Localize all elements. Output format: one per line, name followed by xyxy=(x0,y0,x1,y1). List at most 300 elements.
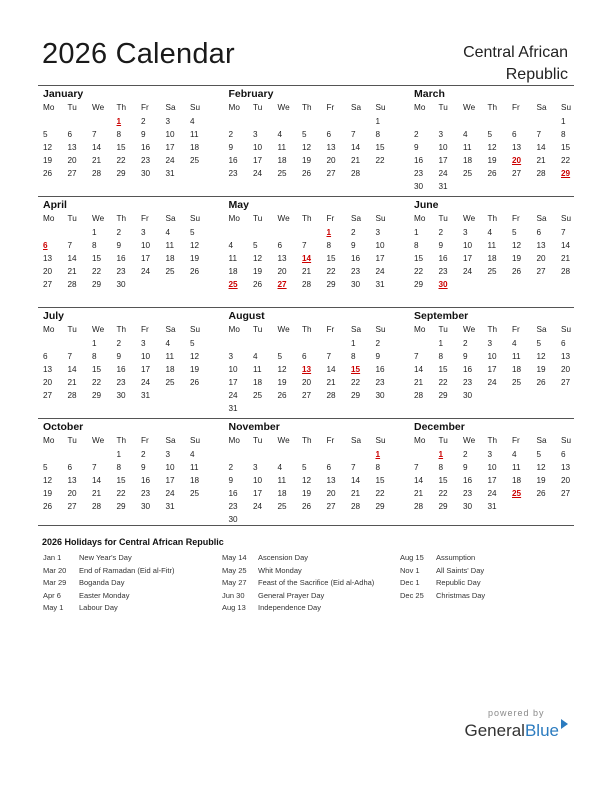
day-cell: 12 xyxy=(536,463,546,472)
day-cell: 26 xyxy=(43,169,53,178)
empty-day-cell xyxy=(136,278,161,291)
day-cell: 21 xyxy=(414,378,424,387)
day-cell: 26 xyxy=(190,267,200,276)
day-cell: 30 xyxy=(414,182,424,191)
holiday-day-cell: 25 xyxy=(512,489,522,498)
powered-by-text: powered by xyxy=(487,708,545,718)
week-row xyxy=(409,448,581,461)
holiday-name: Assumption xyxy=(436,553,476,562)
empty-day-cell xyxy=(507,115,532,128)
day-cell: 19 xyxy=(43,489,53,498)
month-name: December xyxy=(414,421,465,433)
week-row xyxy=(409,363,581,376)
week-row xyxy=(409,500,581,513)
day-cell: 12 xyxy=(190,352,200,361)
empty-day-cell xyxy=(297,115,322,128)
day-cell: 14 xyxy=(351,143,361,152)
day-cell: 5 xyxy=(536,339,542,348)
day-cell: 5 xyxy=(487,130,493,139)
day-cell: 24 xyxy=(487,378,497,387)
day-cell: 25 xyxy=(277,169,287,178)
day-cell: 5 xyxy=(302,463,307,472)
empty-day-cell xyxy=(38,448,63,461)
branding xyxy=(464,708,568,741)
empty-day-cell xyxy=(185,167,210,180)
week-row xyxy=(38,141,210,154)
weekday-label: Su xyxy=(190,214,201,223)
day-cell: 24 xyxy=(228,391,238,400)
day-cell: 16 xyxy=(438,254,448,263)
day-cell: 26 xyxy=(487,169,497,178)
empty-day-cell xyxy=(248,115,273,128)
week-row xyxy=(224,239,396,252)
day-cell: 20 xyxy=(277,267,287,276)
empty-day-cell xyxy=(409,448,434,461)
weekday-label: Fr xyxy=(141,325,149,334)
month-name: January xyxy=(43,88,84,100)
day-cell: 19 xyxy=(512,254,522,263)
day-cell: 30 xyxy=(351,280,361,289)
week-row xyxy=(224,487,396,500)
holiday-column xyxy=(222,552,374,615)
day-cell: 30 xyxy=(141,502,151,511)
day-cell: 26 xyxy=(536,489,546,498)
day-cell: 7 xyxy=(67,241,73,250)
weekday-label: Tu xyxy=(253,103,263,112)
weekday-label: Su xyxy=(190,103,201,112)
holiday-day-cell: 15 xyxy=(351,365,361,374)
day-cell: 12 xyxy=(487,143,497,152)
day-cell: 2 xyxy=(141,117,146,126)
day-cell: 16 xyxy=(228,156,238,165)
month-row xyxy=(38,307,574,418)
month-january xyxy=(38,86,210,196)
day-cell: 6 xyxy=(67,130,73,139)
holiday-item xyxy=(400,577,485,590)
weekday-label: Th xyxy=(116,214,127,223)
day-cell: 9 xyxy=(141,130,146,139)
day-cell: 11 xyxy=(487,241,496,250)
week-row xyxy=(224,402,396,415)
month-name: October xyxy=(43,421,84,433)
month-october xyxy=(38,419,210,529)
day-cell: 5 xyxy=(536,450,542,459)
empty-day-cell xyxy=(507,278,532,291)
weekday-label: Th xyxy=(116,436,127,445)
day-cell: 23 xyxy=(414,169,424,178)
empty-day-cell xyxy=(185,500,210,513)
day-cell: 4 xyxy=(463,130,468,139)
day-cell: 24 xyxy=(165,156,175,165)
day-cell: 17 xyxy=(487,365,497,374)
week-row xyxy=(38,363,210,376)
day-cell: 2 xyxy=(438,228,444,237)
day-cell: 9 xyxy=(228,143,234,152)
day-cell: 13 xyxy=(43,254,53,263)
day-cell: 1 xyxy=(92,228,97,237)
day-cell: 18 xyxy=(253,378,263,387)
weekday-label: Tu xyxy=(67,214,77,223)
holiday-item xyxy=(400,565,485,578)
week-row xyxy=(409,474,581,487)
week-row xyxy=(409,180,581,193)
day-cell: 8 xyxy=(92,352,97,361)
day-cell: 13 xyxy=(326,476,336,485)
day-cell: 8 xyxy=(375,130,381,139)
day-cell: 15 xyxy=(438,365,448,374)
day-cell: 16 xyxy=(414,156,424,165)
week-row xyxy=(38,128,210,141)
day-cell: 12 xyxy=(253,254,263,263)
holiday-date: May 14 xyxy=(222,553,247,562)
holiday-name: Ascension Day xyxy=(258,553,309,562)
weekday-label: Tu xyxy=(67,325,77,334)
day-cell: 25 xyxy=(487,267,497,276)
day-cell: 6 xyxy=(561,339,566,348)
day-cell: 19 xyxy=(190,254,200,263)
day-cell: 11 xyxy=(253,365,262,374)
day-cell: 27 xyxy=(561,378,571,387)
holiday-item xyxy=(222,577,374,590)
day-cell: 15 xyxy=(561,143,571,152)
day-cell: 24 xyxy=(438,169,448,178)
day-cell: 4 xyxy=(512,450,517,459)
day-cell: 13 xyxy=(536,241,546,250)
day-cell: 26 xyxy=(277,391,287,400)
day-cell: 29 xyxy=(92,391,102,400)
day-cell: 30 xyxy=(463,391,473,400)
day-cell: 3 xyxy=(487,450,493,459)
day-cell: 1 xyxy=(116,450,122,459)
week-row xyxy=(409,167,581,180)
holiday-item xyxy=(222,590,374,603)
day-cell: 4 xyxy=(190,117,195,126)
day-cell: 7 xyxy=(561,228,566,237)
week-row xyxy=(409,141,581,154)
day-cell: 13 xyxy=(277,254,287,263)
day-cell: 28 xyxy=(561,267,571,276)
day-cell: 10 xyxy=(253,476,263,485)
day-cell: 15 xyxy=(375,143,385,152)
day-cell: 6 xyxy=(302,352,307,361)
day-cell: 8 xyxy=(561,130,566,139)
month-name: June xyxy=(414,199,439,211)
day-cell: 25 xyxy=(190,489,200,498)
week-row xyxy=(38,278,210,291)
day-cell: 23 xyxy=(463,489,473,498)
week-row xyxy=(409,487,581,500)
week-row xyxy=(409,389,581,402)
day-cell: 9 xyxy=(414,143,419,152)
day-cell: 22 xyxy=(116,156,126,165)
holiday-name: Republic Day xyxy=(436,578,481,587)
day-cell: 19 xyxy=(536,476,546,485)
holiday-item xyxy=(43,577,174,590)
weekday-label: We xyxy=(463,103,476,112)
holiday-name: Christmas Day xyxy=(436,590,486,600)
holiday-item xyxy=(43,590,174,603)
day-cell: 2 xyxy=(116,339,122,348)
weekday-header xyxy=(38,212,210,226)
empty-day-cell xyxy=(224,115,249,128)
day-cell: 5 xyxy=(277,352,283,361)
weekday-label: Mo xyxy=(414,436,426,445)
day-cell: 1 xyxy=(561,117,566,126)
week-row xyxy=(38,500,210,513)
day-cell: 23 xyxy=(116,378,126,387)
day-cell: 27 xyxy=(561,489,571,498)
empty-day-cell xyxy=(434,115,459,128)
holiday-day-cell: 25 xyxy=(228,280,238,289)
weekday-label: We xyxy=(277,214,290,223)
day-cell: 28 xyxy=(302,280,312,289)
day-cell: 7 xyxy=(67,352,73,361)
day-cell: 31 xyxy=(375,280,385,289)
day-cell: 24 xyxy=(463,267,473,276)
holiday-name: New Year's Day xyxy=(79,553,132,562)
holiday-day-cell: 29 xyxy=(561,169,571,178)
day-cell: 18 xyxy=(190,476,200,485)
day-cell: 2 xyxy=(463,339,468,348)
week-row xyxy=(38,167,210,180)
day-cell: 4 xyxy=(277,130,283,139)
month-name: July xyxy=(43,310,65,322)
day-cell: 23 xyxy=(375,378,385,387)
holiday-item xyxy=(222,565,374,578)
week-row xyxy=(224,448,396,461)
day-cell: 21 xyxy=(561,254,571,263)
day-cell: 15 xyxy=(116,476,126,485)
week-row xyxy=(38,448,210,461)
day-cell: 16 xyxy=(116,365,126,374)
day-cell: 23 xyxy=(141,489,151,498)
weekday-label: Th xyxy=(302,436,312,445)
empty-day-cell xyxy=(409,337,434,350)
day-cell: 17 xyxy=(253,156,263,165)
day-cell: 18 xyxy=(277,489,287,498)
day-cell: 24 xyxy=(253,169,263,178)
day-cell: 23 xyxy=(351,267,361,276)
day-cell: 6 xyxy=(512,130,517,139)
day-cell: 24 xyxy=(141,267,151,276)
weekday-header xyxy=(38,323,210,337)
day-cell: 20 xyxy=(326,489,336,498)
day-cell: 11 xyxy=(228,254,237,263)
day-cell: 22 xyxy=(561,156,571,165)
day-cell: 1 xyxy=(414,228,419,237)
day-cell: 22 xyxy=(438,489,448,498)
empty-day-cell xyxy=(185,389,210,402)
day-cell: 12 xyxy=(43,143,53,152)
empty-day-cell xyxy=(507,500,532,513)
day-cell: 31 xyxy=(438,182,448,191)
day-cell: 7 xyxy=(536,130,542,139)
week-row xyxy=(224,115,396,128)
day-cell: 5 xyxy=(512,228,517,237)
day-cell: 27 xyxy=(536,267,546,276)
day-cell: 19 xyxy=(302,489,312,498)
week-row xyxy=(38,337,210,350)
day-cell: 14 xyxy=(92,476,102,485)
day-cell: 6 xyxy=(277,241,283,250)
month-june xyxy=(409,197,581,307)
month-february xyxy=(224,86,396,196)
holiday-date: Aug 13 xyxy=(222,603,246,612)
holiday-column xyxy=(400,552,485,602)
weekday-label: Mo xyxy=(43,325,55,334)
day-cell: 20 xyxy=(536,254,546,263)
day-cell: 13 xyxy=(512,143,522,152)
day-cell: 30 xyxy=(463,502,473,511)
day-cell: 21 xyxy=(92,156,102,165)
weekday-label: Th xyxy=(487,436,498,445)
day-cell: 6 xyxy=(67,463,73,472)
day-cell: 29 xyxy=(92,280,102,289)
day-cell: 3 xyxy=(165,117,171,126)
holiday-date: Mar 20 xyxy=(43,565,67,575)
weekday-label: Sa xyxy=(536,103,547,112)
day-cell: 23 xyxy=(463,378,473,387)
day-cell: 16 xyxy=(116,254,126,263)
day-cell: 17 xyxy=(228,378,238,387)
weekday-header xyxy=(38,434,210,448)
day-cell: 14 xyxy=(351,476,361,485)
weekday-label: Tu xyxy=(253,214,263,223)
holiday-day-cell: 6 xyxy=(43,241,48,250)
empty-day-cell xyxy=(556,180,581,193)
day-cell: 27 xyxy=(43,280,53,289)
day-cell: 8 xyxy=(438,463,444,472)
day-cell: 26 xyxy=(302,502,312,511)
weekday-label: We xyxy=(92,214,105,223)
weekday-label: We xyxy=(92,436,105,445)
day-cell: 28 xyxy=(414,502,424,511)
month-name: November xyxy=(228,421,280,433)
month-name: May xyxy=(228,199,249,211)
empty-day-cell xyxy=(273,448,298,461)
weekday-label: Tu xyxy=(253,325,263,334)
day-cell: 9 xyxy=(438,241,444,250)
weekday-label: Su xyxy=(561,103,572,112)
week-row xyxy=(409,128,581,141)
day-cell: 31 xyxy=(165,169,175,178)
day-cell: 25 xyxy=(512,378,522,387)
weekday-label: Fr xyxy=(141,103,149,112)
week-row xyxy=(38,154,210,167)
empty-day-cell xyxy=(346,115,371,128)
day-cell: 18 xyxy=(165,254,175,263)
empty-day-cell xyxy=(248,226,273,239)
day-cell: 20 xyxy=(326,156,336,165)
week-row xyxy=(409,265,581,278)
weekday-label: Su xyxy=(561,436,572,445)
empty-day-cell xyxy=(346,448,371,461)
week-row xyxy=(409,350,581,363)
month-row xyxy=(38,196,574,307)
day-cell: 14 xyxy=(67,365,77,374)
weekday-label: Mo xyxy=(43,436,55,445)
day-cell: 17 xyxy=(165,143,175,152)
weekday-label: Fr xyxy=(326,103,335,112)
day-cell: 11 xyxy=(165,352,174,361)
day-cell: 21 xyxy=(536,156,546,165)
week-row xyxy=(409,115,581,128)
day-cell: 9 xyxy=(375,352,381,361)
day-cell: 10 xyxy=(165,463,175,472)
day-cell: 25 xyxy=(463,169,473,178)
weekday-label: Sa xyxy=(536,325,547,334)
week-row xyxy=(224,461,396,474)
weekday-label: Sa xyxy=(351,325,362,334)
day-cell: 12 xyxy=(302,143,312,152)
holiday-date: May 27 xyxy=(222,578,247,587)
day-cell: 27 xyxy=(67,502,77,511)
day-cell: 15 xyxy=(414,254,424,263)
day-cell: 29 xyxy=(438,502,448,511)
day-cell: 11 xyxy=(190,130,199,139)
empty-day-cell xyxy=(63,337,88,350)
day-cell: 12 xyxy=(277,365,287,374)
empty-day-cell xyxy=(507,389,532,402)
day-cell: 16 xyxy=(351,254,361,263)
day-cell: 2 xyxy=(351,228,356,237)
empty-day-cell xyxy=(409,115,434,128)
day-cell: 18 xyxy=(463,156,473,165)
day-cell: 20 xyxy=(43,267,53,276)
weekday-label: Th xyxy=(487,103,498,112)
day-cell: 21 xyxy=(414,489,424,498)
week-row xyxy=(224,128,396,141)
day-cell: 5 xyxy=(253,241,258,250)
weekday-label: We xyxy=(277,103,290,112)
weekday-label: Mo xyxy=(43,214,55,223)
day-cell: 5 xyxy=(302,130,307,139)
month-name: March xyxy=(414,88,445,100)
day-cell: 3 xyxy=(438,130,444,139)
day-cell: 6 xyxy=(561,450,566,459)
day-cell: 10 xyxy=(141,241,151,250)
weekday-label: We xyxy=(277,325,290,334)
weekday-label: Th xyxy=(487,214,498,223)
empty-day-cell xyxy=(248,337,273,350)
day-cell: 22 xyxy=(92,267,102,276)
day-cell: 25 xyxy=(277,502,287,511)
week-row xyxy=(224,389,396,402)
weekday-header xyxy=(409,212,581,226)
day-cell: 29 xyxy=(438,391,448,400)
holiday-date: Jan 1 xyxy=(43,553,62,562)
day-cell: 23 xyxy=(438,267,448,276)
empty-day-cell xyxy=(483,389,508,402)
weekday-header xyxy=(409,434,581,448)
day-cell: 18 xyxy=(277,156,287,165)
day-cell: 2 xyxy=(228,463,234,472)
week-row xyxy=(38,474,210,487)
month-name: September xyxy=(414,310,469,322)
day-cell: 8 xyxy=(116,463,122,472)
holiday-date: Mar 29 xyxy=(43,578,67,587)
day-cell: 26 xyxy=(253,280,263,289)
day-cell: 17 xyxy=(141,254,151,263)
day-cell: 14 xyxy=(326,365,336,374)
empty-day-cell xyxy=(532,278,557,291)
day-cell: 25 xyxy=(253,391,263,400)
weekday-label: Sa xyxy=(536,214,547,223)
day-cell: 5 xyxy=(43,463,48,472)
weekday-label: Sa xyxy=(165,325,176,334)
weekday-label: Tu xyxy=(67,436,77,445)
day-cell: 3 xyxy=(228,352,234,361)
